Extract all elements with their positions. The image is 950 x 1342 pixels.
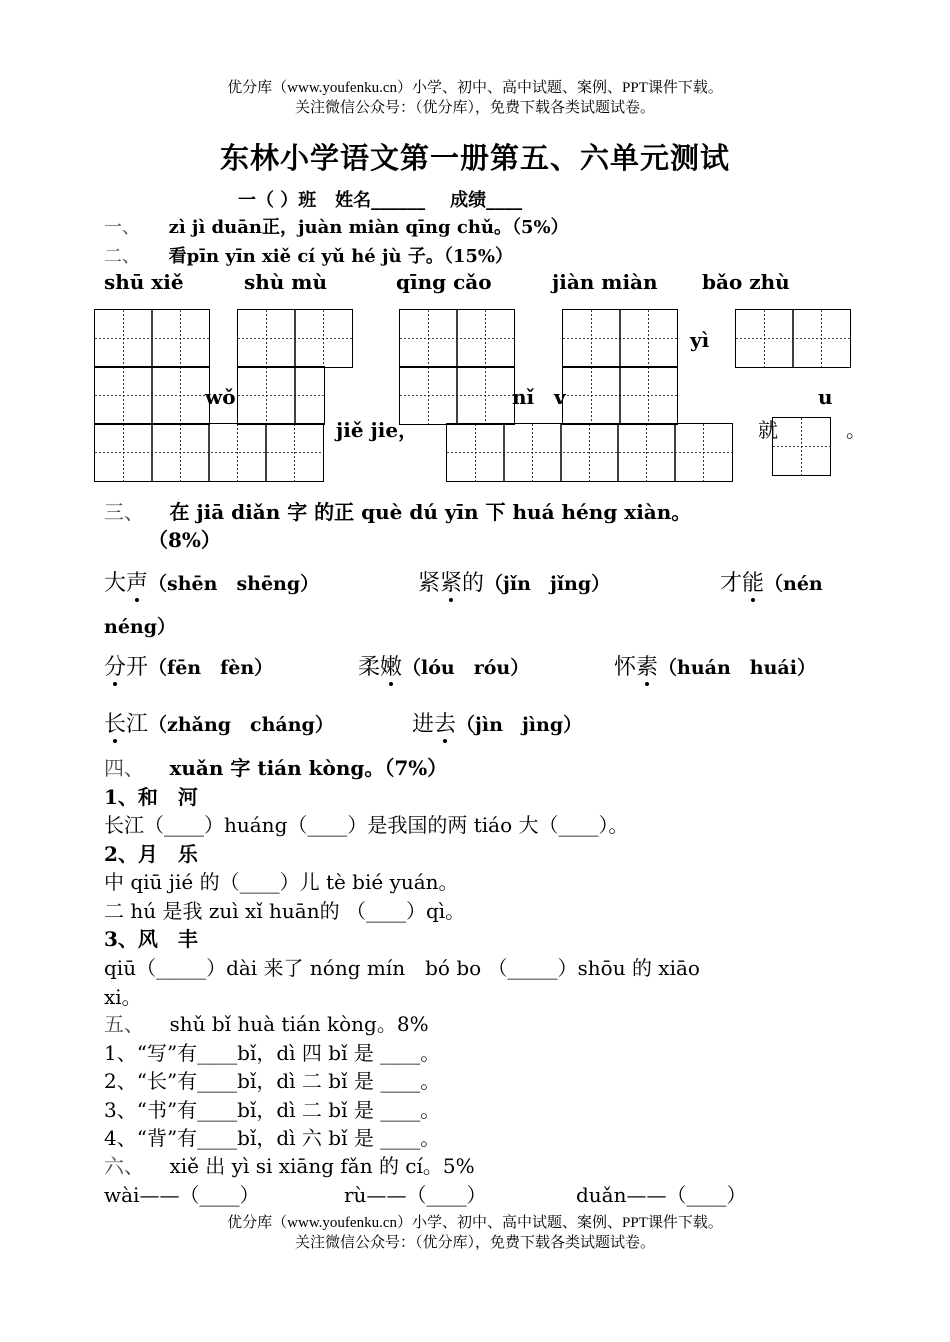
section-3 xyxy=(104,496,691,525)
writing-grid[interactable] xyxy=(237,366,325,425)
header-line-2: 关注微信公众号：（优分库），免费下载各类试题试卷。 xyxy=(294,100,655,116)
header-line-1: 优分库（www.youfenku.cn）小学、初中、高中试题、案例、PPT课件下载。 xyxy=(227,80,723,96)
writing-grid[interactable] xyxy=(399,366,515,425)
s3-item-changjiang xyxy=(104,707,334,738)
s6-pair-1[interactable]: wài——（____） xyxy=(104,1183,260,1207)
char: 才 xyxy=(720,571,743,596)
section-3-percent: （8%） xyxy=(148,528,221,552)
writing-grid[interactable] xyxy=(446,423,733,482)
dotted-char: 素 xyxy=(636,650,658,681)
section-2-instruction: 看pīn yīn xiě cí yǔ hé jù 子。（15%） xyxy=(168,246,514,267)
s3-item-dasheng xyxy=(104,566,319,597)
fragment-yi: yì xyxy=(690,328,710,352)
name-field[interactable]: 姓名______ xyxy=(335,190,426,211)
char: 的 xyxy=(462,571,485,596)
char: 紧 xyxy=(418,571,441,596)
section-6-number: 六、 xyxy=(104,1154,144,1178)
section-4 xyxy=(104,752,447,781)
writing-grid[interactable] xyxy=(94,423,324,482)
pinyin-word-5: bǎo zhù xyxy=(702,270,790,294)
dotted-char: 嫩 xyxy=(380,650,402,681)
option-pinyin[interactable]: （zhǎng cháng） xyxy=(148,714,334,736)
option-pinyin[interactable]: （lóu róu） xyxy=(402,657,530,679)
writing-grid[interactable] xyxy=(94,366,210,425)
s4-group-1: 1、和 河 xyxy=(104,785,198,809)
dotted-char: 长 xyxy=(104,707,126,738)
fragment-u: u xyxy=(818,385,833,409)
section-6-instruction: xiě 出 yì si xiāng fǎn 的 cí。5% xyxy=(169,1154,475,1178)
page-title: 东林小学语文第一册第五、六单元测试 xyxy=(219,141,730,175)
s6-pair-2[interactable]: rù——（____） xyxy=(344,1183,487,1207)
fragment-v: v xyxy=(554,385,566,409)
option-pinyin[interactable]: （jǐn jǐng） xyxy=(484,573,611,595)
section-3-instruction: 在 jiā diǎn 字 的正 què dú yīn 下 huá héng xiàn。 xyxy=(169,500,692,524)
s6-pair-3[interactable]: duǎn——（____） xyxy=(576,1183,747,1207)
section-4-instruction: xuǎn 字 tián kòng。（7%） xyxy=(169,756,448,780)
section-4-number: 四、 xyxy=(104,756,144,780)
pinyin-word-2: shù mù xyxy=(244,270,328,294)
s3-item-jinjin xyxy=(418,566,610,597)
section-1 xyxy=(104,213,569,239)
fragment-ni: nǐ xyxy=(512,385,535,409)
section-6 xyxy=(104,1150,475,1179)
option-pinyin[interactable]: （nén xyxy=(764,573,823,595)
footer-line-2: 关注微信公众号：（优分库），免费下载各类试题试卷。 xyxy=(294,1235,655,1251)
s3-item-fenkai xyxy=(104,650,273,681)
s4-sentence-1[interactable]: 长江（____）huáng（____）是我国的两 tiáo 大（____）。 xyxy=(104,813,629,837)
section-1-instruction: zì jì duān正，juàn miàn qīng chǔ。（5%） xyxy=(168,217,569,238)
s3-item-rounen xyxy=(358,650,529,681)
option-pinyin[interactable]: （jìn jìng） xyxy=(456,714,583,736)
pinyin-word-4: jiàn miàn xyxy=(552,270,658,294)
char: 开 xyxy=(126,655,149,680)
writing-grid[interactable] xyxy=(237,309,353,368)
s4-group-2: 2、月 乐 xyxy=(104,842,198,866)
s3-item-jinqu xyxy=(412,707,582,738)
option-pinyin[interactable]: （fēn fèn） xyxy=(148,657,274,679)
section-5-number: 五、 xyxy=(104,1012,144,1036)
fragment-jie: jiě jie， xyxy=(336,418,419,442)
writing-grid[interactable] xyxy=(399,309,515,368)
char: 大 xyxy=(104,571,127,596)
writing-grid[interactable] xyxy=(562,366,678,425)
fragment-wo: wǒ xyxy=(205,385,236,409)
pinyin-word-3: qīng cǎo xyxy=(396,270,492,294)
s5-item-1[interactable]: 1、“写”有____bǐ，dì 四 bǐ 是 ____。 xyxy=(104,1041,441,1065)
score-field[interactable]: 成绩____ xyxy=(450,190,523,211)
section-2-number: 二、 xyxy=(104,246,140,267)
s5-item-3[interactable]: 3、“书”有____bǐ，dì 二 bǐ 是 ____。 xyxy=(104,1098,441,1122)
s5-item-2[interactable]: 2、“长”有____bǐ，dì 二 bǐ 是 ____。 xyxy=(104,1069,441,1093)
s4-group-3: 3、风 丰 xyxy=(104,927,198,951)
option-pinyin[interactable]: （shēn shēng） xyxy=(148,573,320,595)
writing-grid[interactable] xyxy=(562,309,678,368)
writing-grid[interactable] xyxy=(735,309,851,368)
fragment-end: 。 xyxy=(846,418,866,442)
section-5-instruction: shǔ bǐ huà tián kòng。8% xyxy=(169,1012,429,1036)
section-1-number: 一、 xyxy=(104,217,140,238)
char: 进 xyxy=(412,712,435,737)
section-5 xyxy=(104,1008,429,1037)
s4-sentence-4-cont: xi。 xyxy=(104,985,142,1009)
s4-sentence-3[interactable]: 二 hú 是我 zuì xǐ huān的 （____）qì。 xyxy=(104,899,466,923)
char: 柔 xyxy=(358,655,381,680)
fragment-jiu: 就 xyxy=(758,418,778,442)
dotted-char: 去 xyxy=(434,707,456,738)
section-3-number: 三、 xyxy=(104,500,144,524)
class-field[interactable]: 一（ ）班 xyxy=(238,190,317,211)
s4-sentence-2[interactable]: 中 qiū jié 的（____）儿 tè bié yuán。 xyxy=(104,870,459,894)
writing-grid[interactable] xyxy=(772,417,831,476)
s3-item-huaisu xyxy=(614,650,816,681)
footer-line-1: 优分库（www.youfenku.cn）小学、初中、高中试题、案例、PPT课件下载。 xyxy=(227,1215,723,1231)
char: 江 xyxy=(126,712,149,737)
option-pinyin[interactable]: （huán huái） xyxy=(658,657,816,679)
s4-sentence-4[interactable]: qiū（_____）dài 来了 nóng mín bó bo （_____）shōu 的 xiāo xyxy=(104,956,700,980)
dotted-char: 分 xyxy=(104,650,126,681)
s3-item-caineng-cont[interactable]: néng） xyxy=(104,616,177,638)
dotted-char: 声 xyxy=(126,566,148,597)
writing-grid[interactable] xyxy=(94,309,210,368)
section-2 xyxy=(104,242,513,268)
student-info xyxy=(238,186,522,212)
s5-item-4[interactable]: 4、“背”有____bǐ，dì 六 bǐ 是 ____。 xyxy=(104,1126,441,1150)
char: 怀 xyxy=(614,655,637,680)
pinyin-word-1: shū xiě xyxy=(104,270,184,294)
dotted-char: 紧 xyxy=(440,566,462,597)
s3-item-caineng xyxy=(720,566,823,597)
dotted-char: 能 xyxy=(742,566,764,597)
